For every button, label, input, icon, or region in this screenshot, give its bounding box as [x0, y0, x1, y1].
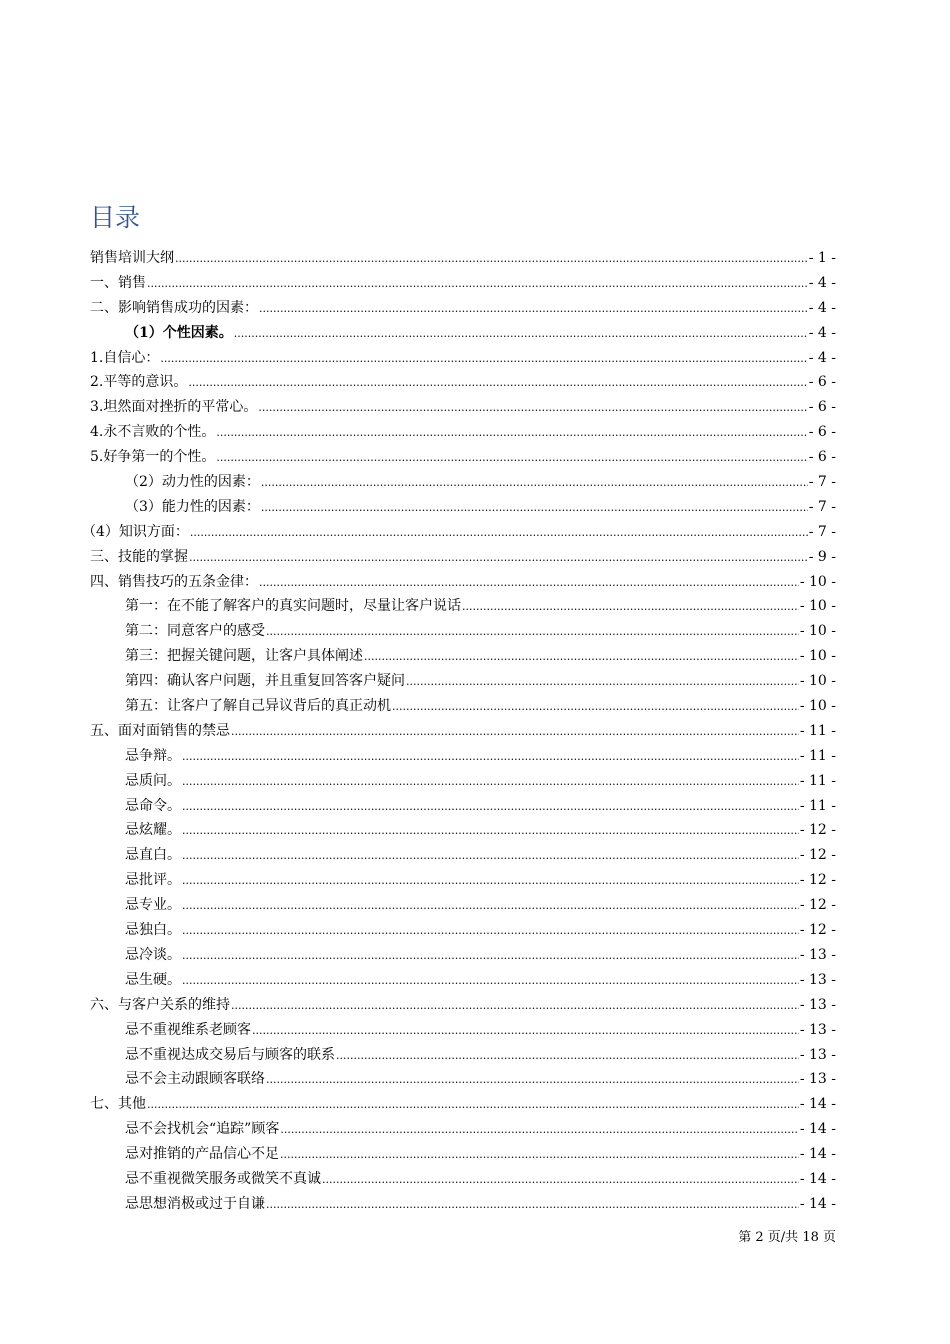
toc-entry-title: 5.好争第一的个性。 — [90, 449, 216, 466]
toc-dot-leader — [190, 520, 808, 546]
toc-dot-leader — [322, 1167, 799, 1193]
toc-entry-page-number: - 6 - — [808, 449, 836, 466]
toc-entry-page-number: - 10 - — [799, 573, 836, 590]
toc-entry-page-number: - 6 - — [808, 374, 836, 391]
toc-entry-page-number: - 6 - — [808, 424, 836, 441]
toc-entry-page-number: - 4 - — [808, 349, 836, 366]
toc-entry-title: 三、技能的掌握 — [90, 548, 188, 565]
toc-entry-page-number: - 10 - — [799, 623, 836, 640]
toc-entry-page-number: - 7 - — [808, 474, 836, 491]
toc-entry[interactable] — [90, 719, 836, 744]
toc-dot-leader — [182, 818, 799, 844]
toc-heading: 目录 — [90, 203, 141, 232]
toc-dot-leader — [266, 619, 799, 645]
toc-entry[interactable] — [90, 619, 836, 644]
toc-entry-title: 忌不会主动跟顾客联络 — [125, 1071, 265, 1088]
toc-entry-page-number: - 10 - — [799, 598, 836, 615]
toc-dot-leader — [261, 495, 808, 521]
toc-entry-page-number: - 6 - — [808, 399, 836, 416]
toc-entry-title: 忌不会找机会“追踪”顾客 — [125, 1121, 280, 1138]
toc-dot-leader — [258, 395, 807, 421]
toc-entry-title: 忌专业。 — [125, 897, 181, 914]
toc-entry-page-number: - 12 - — [799, 872, 836, 889]
toc-entry-title: 忌命令。 — [125, 797, 181, 814]
toc-entry-title: （4）知识方面： — [82, 523, 189, 540]
toc-entry-title: 忌生硬。 — [125, 971, 181, 988]
toc-dot-leader — [462, 594, 799, 620]
toc-entry-page-number: - 12 - — [799, 922, 836, 939]
toc-entry-page-number: - 10 - — [799, 673, 836, 690]
toc-entry[interactable] — [90, 843, 836, 868]
toc-dot-leader — [188, 370, 807, 396]
toc-entry-page-number: - 13 - — [799, 1046, 836, 1063]
page-footer: 第 2 页/共 18 页 — [738, 1230, 836, 1245]
toc-dot-leader — [231, 993, 799, 1019]
toc-dot-leader — [234, 321, 808, 347]
toc-entry-title: 忌批评。 — [125, 872, 181, 889]
toc-entry[interactable] — [90, 296, 836, 321]
toc-list — [82, 246, 836, 1217]
toc-entry-title: 第三：把握关键问题，让客户具体阐述 — [125, 648, 363, 665]
toc-entry-title: 第五：让客户了解自己异议背后的真正动机 — [125, 698, 391, 715]
toc-dot-leader — [266, 1067, 799, 1093]
toc-entry-page-number: - 12 - — [799, 822, 836, 839]
toc-entry[interactable] — [90, 744, 836, 769]
toc-entry-title: （1）个性因素。 — [125, 324, 233, 341]
toc-entry-title: 忌质问。 — [125, 772, 181, 789]
toc-entry-page-number: - 14 - — [799, 1121, 836, 1138]
toc-dot-leader — [182, 744, 799, 770]
toc-entry[interactable] — [90, 246, 836, 271]
toc-entry[interactable] — [90, 1192, 836, 1217]
toc-dot-leader — [182, 893, 799, 919]
toc-dot-leader — [182, 843, 799, 869]
toc-entry-page-number: - 9 - — [808, 548, 836, 565]
toc-entry-title: 第一：在不能了解客户的真实问题时，尽量让客户说话 — [125, 598, 461, 615]
toc-entry[interactable] — [90, 321, 836, 346]
toc-entry-page-number: - 13 - — [799, 1021, 836, 1038]
toc-entry-page-number: - 14 - — [799, 1170, 836, 1187]
toc-dot-leader — [259, 570, 799, 596]
toc-entry[interactable] — [90, 943, 836, 968]
toc-entry-page-number: - 14 - — [799, 1096, 836, 1113]
toc-entry-page-number: - 10 - — [799, 698, 836, 715]
toc-entry[interactable] — [90, 893, 836, 918]
toc-entry-title: 4.永不言败的个性。 — [90, 424, 216, 441]
toc-entry[interactable] — [90, 370, 836, 395]
toc-entry[interactable] — [90, 794, 836, 819]
toc-entry[interactable] — [82, 520, 836, 545]
toc-dot-leader — [261, 470, 808, 496]
toc-entry-page-number: - 14 - — [799, 1195, 836, 1212]
toc-entry[interactable] — [90, 395, 836, 420]
toc-dot-leader — [182, 918, 799, 944]
toc-entry[interactable] — [90, 868, 836, 893]
toc-entry-title: （3）能力性的因素： — [125, 498, 260, 515]
toc-entry-page-number: - 12 - — [799, 897, 836, 914]
toc-entry-title: 六、与客户关系的维持 — [90, 996, 230, 1013]
toc-entry-page-number: - 4 - — [808, 299, 836, 316]
toc-entry[interactable] — [90, 694, 836, 719]
toc-dot-leader — [266, 1192, 799, 1218]
toc-dot-leader — [189, 545, 808, 571]
toc-entry[interactable] — [90, 346, 836, 371]
toc-entry-title: 五、面对面销售的禁忌 — [90, 722, 230, 739]
toc-entry-title: 二、影响销售成功的因素： — [90, 299, 258, 316]
toc-entry-title: 忌对推销的产品信心不足 — [125, 1146, 279, 1163]
toc-entry[interactable] — [90, 1167, 836, 1192]
toc-entry[interactable] — [90, 420, 836, 445]
toc-entry-title: 忌独白。 — [125, 922, 181, 939]
toc-dot-leader — [280, 1117, 798, 1143]
toc-entry-title: 3.坦然面对挫折的平常心。 — [90, 399, 258, 416]
toc-dot-leader — [392, 694, 799, 720]
toc-entry-page-number: - 4 - — [808, 324, 836, 341]
toc-entry-page-number: - 11 - — [799, 747, 836, 764]
toc-dot-leader — [182, 968, 799, 994]
toc-dot-leader — [182, 943, 799, 969]
toc-entry[interactable] — [90, 818, 836, 843]
toc-entry[interactable] — [90, 495, 836, 520]
toc-entry-title: 忌直白。 — [125, 847, 181, 864]
toc-entry-title: （2）动力性的因素： — [125, 474, 260, 491]
toc-entry[interactable] — [90, 470, 836, 495]
toc-entry-title: 忌不重视维系老顾客 — [125, 1021, 251, 1038]
toc-dot-leader — [280, 1142, 799, 1168]
toc-entry[interactable] — [90, 769, 836, 794]
toc-dot-leader — [231, 719, 799, 745]
toc-entry-page-number: - 13 - — [799, 996, 836, 1013]
toc-dot-leader — [147, 271, 808, 297]
toc-entry[interactable] — [90, 669, 836, 694]
toc-entry-title: 忌思想消极或过于自谦 — [125, 1195, 265, 1212]
toc-entry[interactable] — [90, 445, 836, 470]
toc-entry[interactable] — [90, 1142, 836, 1167]
toc-entry[interactable] — [90, 644, 836, 669]
toc-entry-title: 忌冷谈。 — [125, 946, 181, 963]
toc-entry[interactable] — [90, 271, 836, 296]
toc-entry-title: 忌不重视微笑服务或微笑不真诚 — [125, 1170, 321, 1187]
toc-dot-leader — [182, 868, 799, 894]
toc-entry-page-number: - 4 - — [808, 274, 836, 291]
toc-dot-leader — [160, 346, 807, 372]
toc-entry-title: 2.平等的意识。 — [90, 374, 188, 391]
toc-entry[interactable] — [90, 594, 836, 619]
toc-entry-page-number: - 10 - — [799, 648, 836, 665]
toc-dot-leader — [259, 296, 808, 322]
toc-dot-leader — [182, 794, 799, 820]
toc-entry-title: 忌不重视达成交易后与顾客的联系 — [125, 1046, 335, 1063]
toc-entry[interactable] — [90, 1117, 836, 1142]
toc-entry-title: 四、销售技巧的五条金律： — [90, 573, 258, 590]
toc-entry-page-number: - 13 - — [799, 971, 836, 988]
toc-dot-leader — [175, 246, 808, 272]
toc-dot-leader — [252, 1018, 799, 1044]
toc-entry-title: 第四：确认客户问题，并且重复回答客户疑问 — [125, 673, 405, 690]
toc-dot-leader — [182, 769, 799, 795]
toc-entry-title: 七、其他 — [90, 1096, 146, 1113]
toc-entry-title: 忌炫耀。 — [125, 822, 181, 839]
toc-dot-leader — [216, 420, 807, 446]
toc-entry-page-number: - 11 - — [799, 722, 836, 739]
toc-entry-page-number: - 7 - — [808, 523, 836, 540]
toc-entry[interactable] — [90, 1043, 836, 1068]
toc-entry[interactable] — [90, 545, 836, 570]
toc-entry[interactable] — [90, 1018, 836, 1043]
toc-entry-page-number: - 11 - — [799, 772, 836, 789]
toc-dot-leader — [406, 669, 799, 695]
toc-dot-leader — [147, 1092, 799, 1118]
toc-entry-page-number: - 13 - — [799, 946, 836, 963]
toc-entry[interactable] — [90, 968, 836, 993]
toc-entry-title: 忌争辩。 — [125, 747, 181, 764]
toc-entry-page-number: - 12 - — [799, 847, 836, 864]
toc-entry[interactable] — [90, 1092, 836, 1117]
toc-entry-page-number: - 7 - — [808, 498, 836, 515]
toc-entry-title: 1.自信心： — [90, 349, 160, 366]
toc-entry-title: 销售培训大纲 — [90, 250, 174, 266]
toc-dot-leader — [336, 1043, 799, 1069]
toc-dot-leader — [364, 644, 799, 670]
toc-entry-page-number: - 1 - — [808, 250, 836, 266]
toc-entry-page-number: - 14 - — [799, 1146, 836, 1163]
toc-entry[interactable] — [90, 918, 836, 943]
toc-entry-page-number: - 11 - — [799, 797, 836, 814]
toc-entry-title: 第二：同意客户的感受 — [125, 623, 265, 640]
toc-entry-page-number: - 13 - — [799, 1071, 836, 1088]
toc-entry-title: 一、销售 — [90, 274, 146, 291]
toc-dot-leader — [216, 445, 807, 471]
toc-entry[interactable] — [90, 570, 836, 595]
toc-entry[interactable] — [90, 1067, 836, 1092]
toc-entry[interactable] — [90, 993, 836, 1018]
